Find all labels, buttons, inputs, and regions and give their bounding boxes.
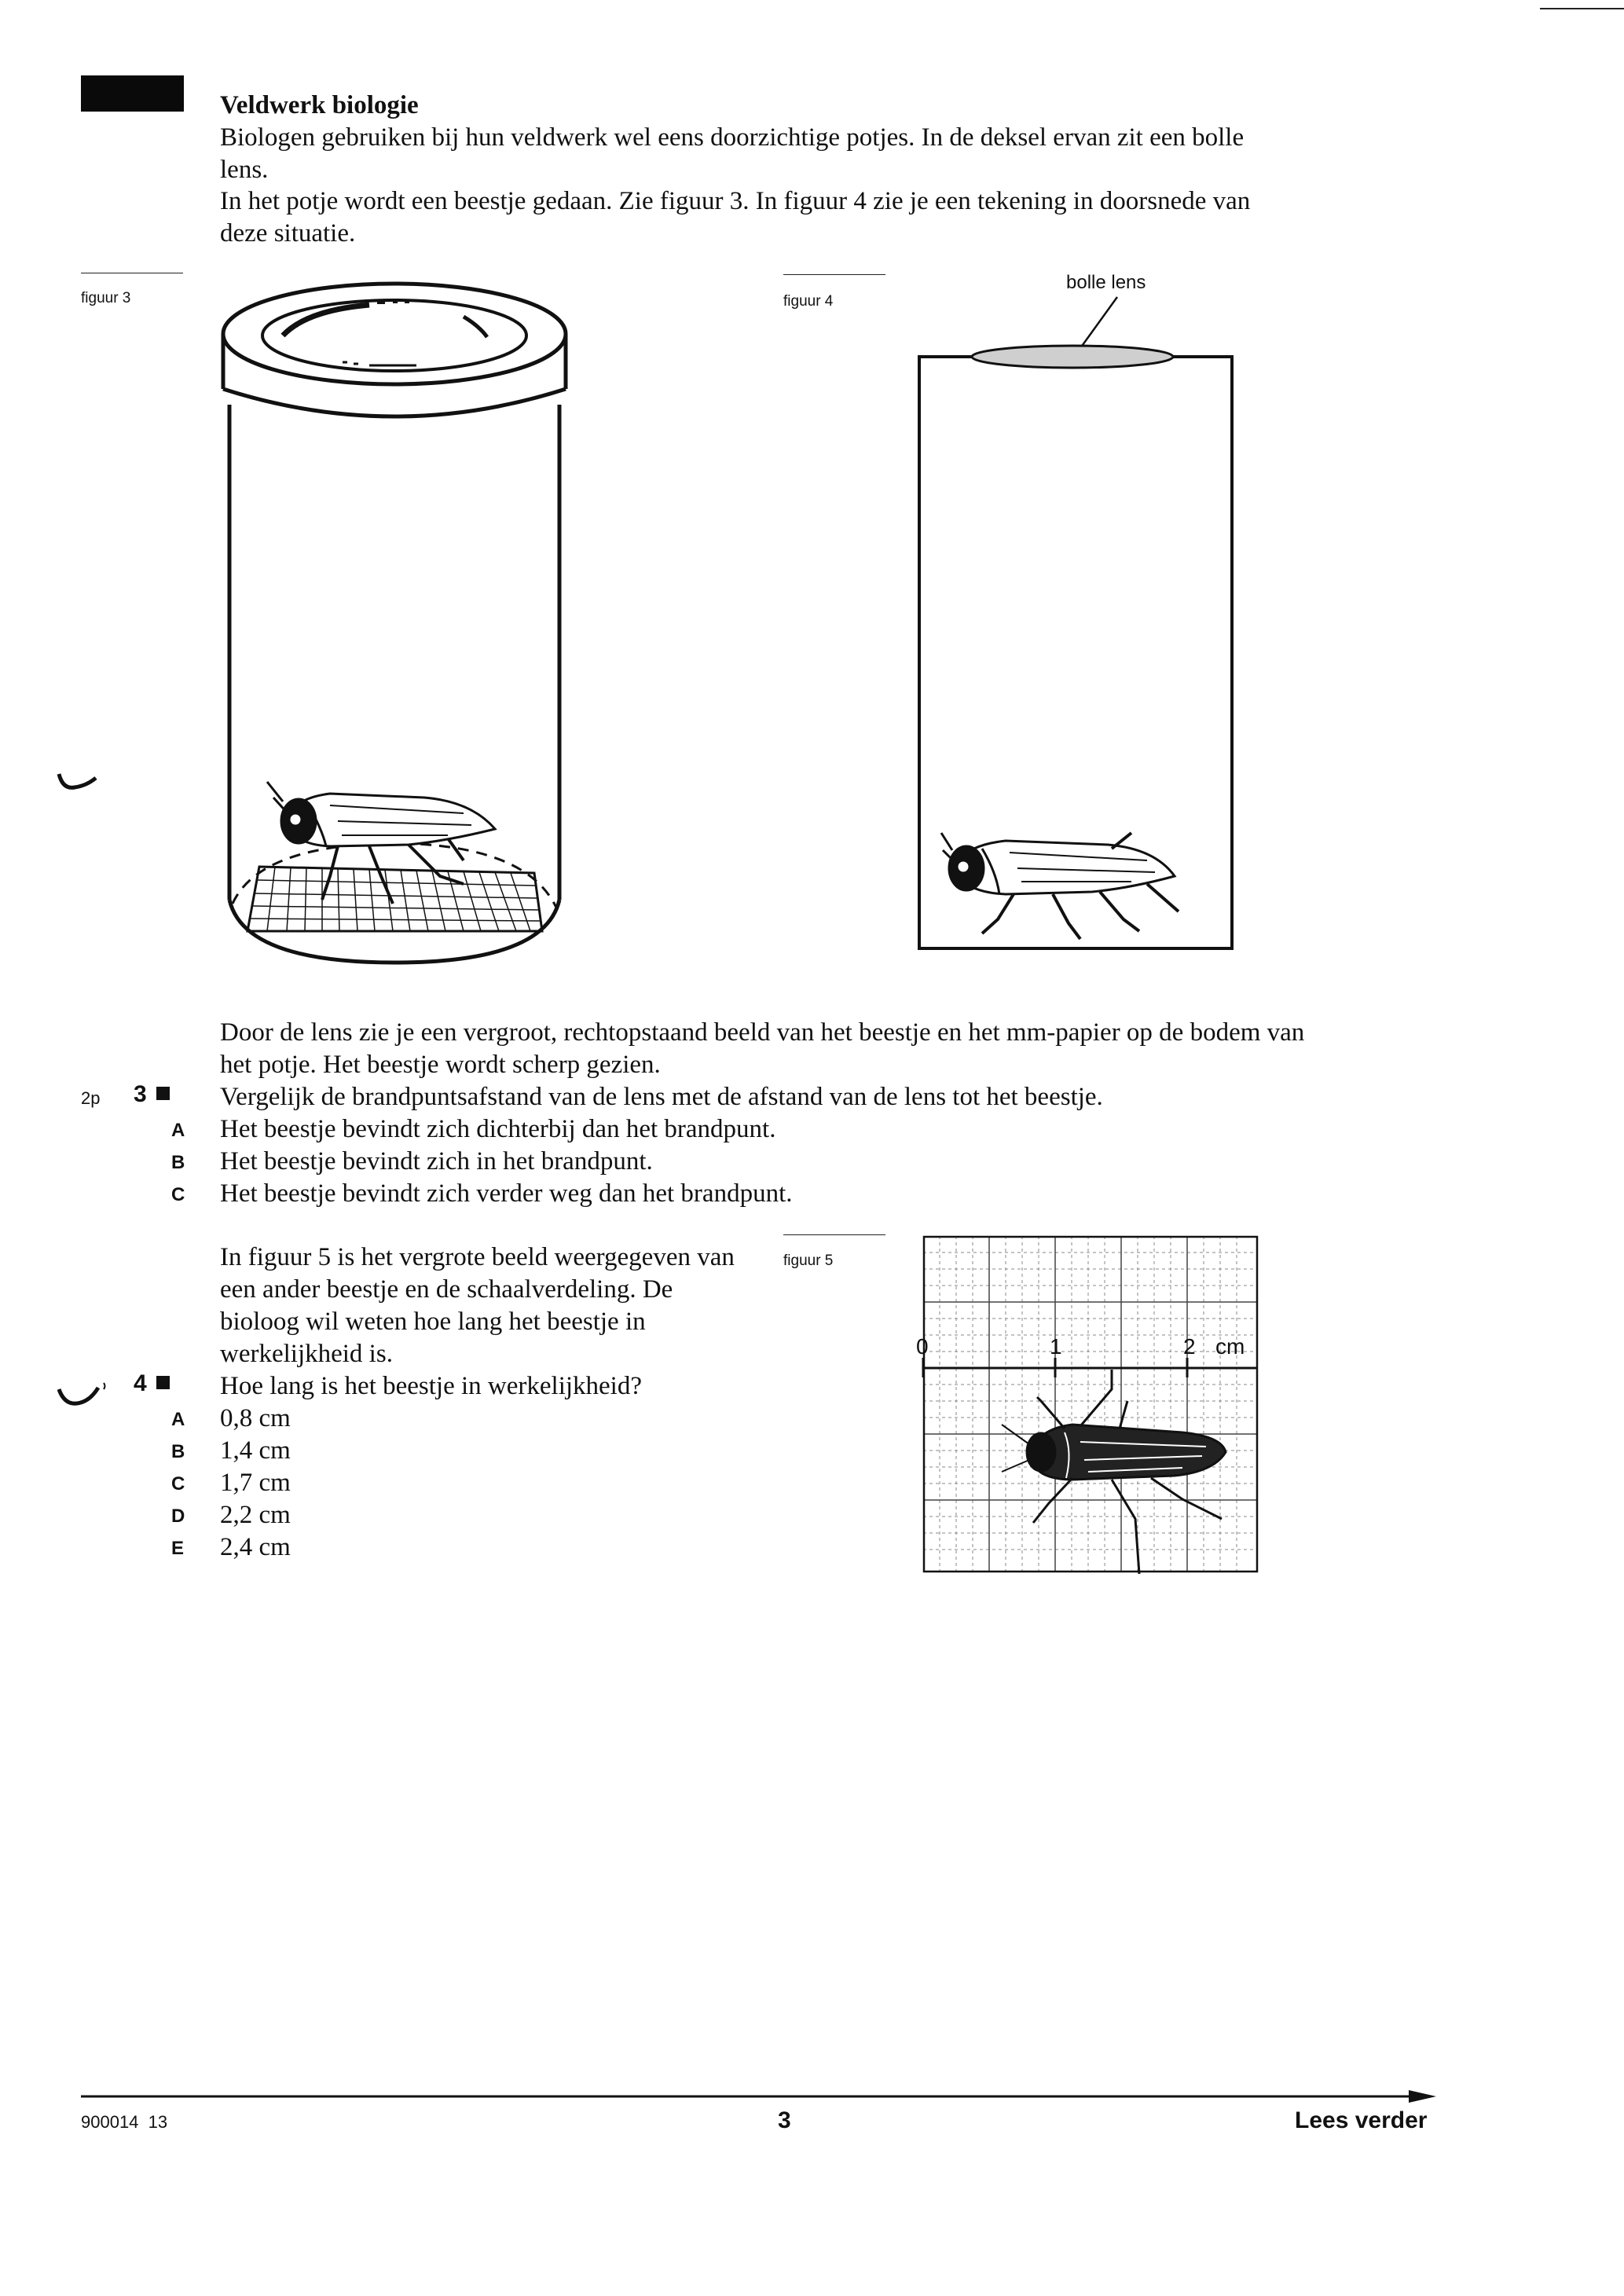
q3-option-c-text: Het beestje bevindt zich verder weg dan het brandpunt. bbox=[220, 1179, 793, 1208]
q3-question-text: Vergelijk de brandpuntsafstand van de lens met de afstand van de lens tot het beestje. bbox=[220, 1083, 1103, 1111]
q4-question-text: Hoe lang is het beestje in werkelijkheid? bbox=[220, 1372, 642, 1400]
fig5-scale-unit: cm bbox=[1215, 1334, 1245, 1359]
section-marker-block bbox=[81, 75, 184, 112]
intro-paragraph-2: In het potje wordt een beestje gedaan. Zie figuur 3. In figuur 4 zie je een tekening in doorsnede van deze situatie. bbox=[220, 187, 1251, 248]
fig4-cross-section bbox=[911, 291, 1241, 959]
q4-option-e-text: 2,4 cm bbox=[220, 1533, 291, 1561]
q3-option-c-letter: C bbox=[171, 1184, 185, 1205]
q3-points: 2p bbox=[81, 1088, 101, 1108]
q4-option-b-text: 1,4 cm bbox=[220, 1436, 291, 1465]
fig5-scale-1: 1 bbox=[1050, 1334, 1062, 1359]
q4-option-d-text: 2,2 cm bbox=[220, 1501, 291, 1529]
q4-option-c-letter: C bbox=[171, 1473, 185, 1495]
q4-number: 4 bbox=[134, 1370, 170, 1397]
footer-page-number: 3 bbox=[778, 2107, 791, 2133]
q4-option-b-letter: B bbox=[171, 1441, 185, 1462]
q3-option-b-letter: B bbox=[171, 1152, 185, 1173]
q4-option-c-text: 1,7 cm bbox=[220, 1469, 291, 1497]
top-right-rule bbox=[1540, 8, 1624, 9]
q4-intro-paragraph: In figuur 5 is het vergrote beeld weergegeven van een ander beestje en de schaalverdeling. De bioloog wil weten hoe lang het beestje in werkelijkheid is. bbox=[220, 1243, 735, 1368]
fig4-label-rule bbox=[783, 274, 885, 275]
q3-option-b-text: Het beestje bevindt zich in het brandpunt. bbox=[220, 1147, 653, 1176]
fig3-jar-illustration bbox=[212, 279, 589, 970]
margin-check-mark-1 bbox=[55, 770, 102, 801]
fig5-scale-0: 0 bbox=[916, 1334, 929, 1359]
intro-paragraph-1: Biologen gebruiken bij hun veldwerk wel eens doorzichtige potjes. In de deksel ervan zit een bolle lens. bbox=[220, 123, 1245, 184]
fig5-grid-illustration bbox=[923, 1236, 1261, 1575]
footer-code: 900014 13 bbox=[81, 2112, 168, 2132]
fig4-label: figuur 4 bbox=[783, 293, 834, 310]
footer-arrow-rule bbox=[81, 2089, 1440, 2104]
section-title: Veldwerk biologie bbox=[220, 91, 419, 119]
fig5-label-rule bbox=[783, 1234, 885, 1235]
fig5-label: figuur 5 bbox=[783, 1253, 834, 1269]
q3-option-a-letter: A bbox=[171, 1120, 185, 1141]
fig3-label: figuur 3 bbox=[81, 290, 131, 306]
q3-option-a-text: Het beestje bevindt zich dichterbij dan het brandpunt. bbox=[220, 1115, 776, 1143]
fig5-scale-2: 2 bbox=[1183, 1334, 1196, 1359]
margin-check-mark-2 bbox=[55, 1381, 110, 1413]
q4-option-e-letter: E bbox=[171, 1538, 185, 1559]
explanation-paragraph: Door de lens zie je een vergroot, rechtopstaand beeld van het beestje en het mm-papier op de bodem van het potje. Het beestje wordt scherp gezien. bbox=[220, 1018, 1305, 1079]
q3-number: 3 bbox=[134, 1081, 170, 1108]
q4-option-d-letter: D bbox=[171, 1506, 185, 1527]
fig4-lens-label: bolle lens bbox=[1066, 272, 1146, 293]
q4-option-a-text: 0,8 cm bbox=[220, 1404, 291, 1432]
q4-option-a-letter: A bbox=[171, 1409, 185, 1430]
footer-continue: Lees verder bbox=[1295, 2107, 1428, 2133]
